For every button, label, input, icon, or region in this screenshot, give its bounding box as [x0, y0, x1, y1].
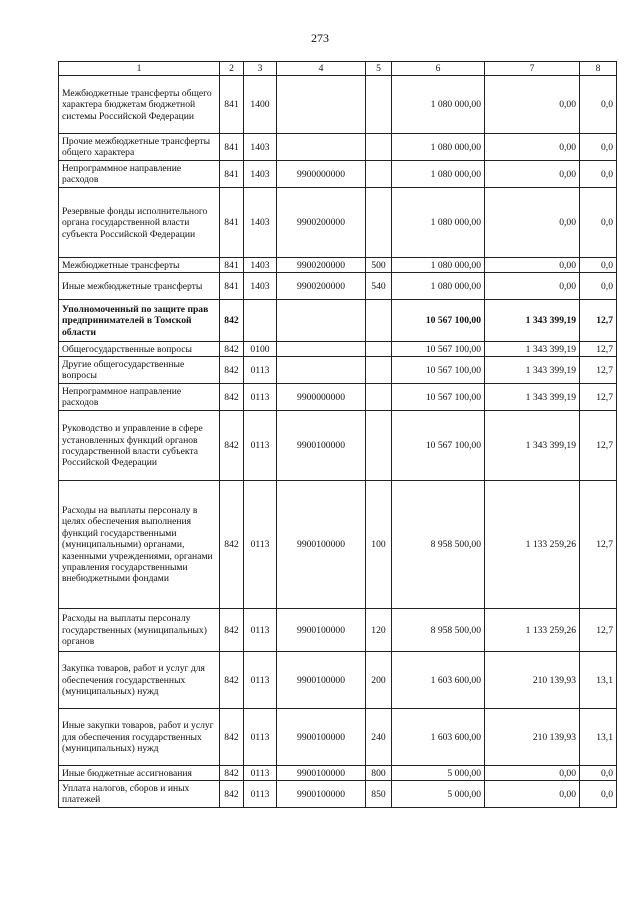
plan-amount-cell: 5 000,00: [392, 766, 485, 781]
row-name-cell: Межбюджетные трансферты: [59, 258, 220, 273]
executed-amount-cell: 0,00: [485, 134, 580, 161]
row-name-cell: Уполномоченный по защите прав предпринимателей в Томской области: [59, 300, 220, 342]
expense-type-cell: [366, 188, 392, 258]
target-article-cell: 9900000000: [277, 161, 366, 188]
admin-code-cell: 841: [220, 134, 244, 161]
plan-amount-cell: 1 080 000,00: [392, 188, 485, 258]
section-code-cell: 1403: [244, 161, 277, 188]
admin-code-cell: 842: [220, 609, 244, 652]
column-header: 5: [366, 62, 392, 76]
admin-code-cell: 842: [220, 300, 244, 342]
section-code-cell: 0100: [244, 342, 277, 357]
section-code-cell: 0113: [244, 609, 277, 652]
table-row: [59, 411, 617, 481]
row-name-cell: Закупка товаров, работ и услуг для обеспечения государственных (муниципальных) нужд: [59, 652, 220, 709]
row-name-cell: Иные бюджетные ассигнования: [59, 766, 220, 781]
target-article-cell: 9900100000: [277, 709, 366, 766]
expense-type-cell: [366, 411, 392, 481]
target-article-cell: [277, 342, 366, 357]
target-article-cell: 9900200000: [277, 258, 366, 273]
row-name-cell: Другие общегосударственные вопросы: [59, 357, 220, 384]
table-row: [59, 258, 617, 273]
table-row: [59, 357, 617, 384]
percent-cell: 12,7: [580, 342, 617, 357]
plan-amount-cell: 8 958 500,00: [392, 609, 485, 652]
plan-amount-cell: 5 000,00: [392, 781, 485, 808]
executed-amount-cell: 210 139,93: [485, 709, 580, 766]
expense-type-cell: [366, 384, 392, 411]
page-number: 273: [311, 31, 329, 45]
table-row: [59, 766, 617, 781]
row-name-cell: Иные межбюджетные трансферты: [59, 273, 220, 300]
expense-type-cell: [366, 76, 392, 134]
percent-cell: 12,7: [580, 357, 617, 384]
executed-amount-cell: 0,00: [485, 273, 580, 300]
percent-cell: 12,7: [580, 481, 617, 609]
table-row: [59, 188, 617, 258]
expense-type-cell: [366, 134, 392, 161]
target-article-cell: 9900100000: [277, 411, 366, 481]
admin-code-cell: 841: [220, 273, 244, 300]
percent-cell: 0,0: [580, 188, 617, 258]
percent-cell: 0,0: [580, 161, 617, 188]
header-row: [59, 62, 617, 76]
executed-amount-cell: 1 343 399,19: [485, 411, 580, 481]
plan-amount-cell: 1 603 600,00: [392, 709, 485, 766]
target-article-cell: 9900100000: [277, 781, 366, 808]
section-code-cell: 0113: [244, 357, 277, 384]
row-name-cell: Прочие межбюджетные трансферты общего характера: [59, 134, 220, 161]
executed-amount-cell: 0,00: [485, 258, 580, 273]
column-header: 1: [59, 62, 220, 76]
percent-cell: 12,7: [580, 411, 617, 481]
expense-type-cell: [366, 300, 392, 342]
admin-code-cell: 842: [220, 357, 244, 384]
table-row: [59, 609, 617, 652]
executed-amount-cell: 1 343 399,19: [485, 357, 580, 384]
target-article-cell: 9900100000: [277, 766, 366, 781]
expense-type-cell: 500: [366, 258, 392, 273]
section-code-cell: 0113: [244, 384, 277, 411]
table-row: [59, 342, 617, 357]
section-code-cell: 1403: [244, 273, 277, 300]
table-row: [59, 709, 617, 766]
executed-amount-cell: 210 139,93: [485, 652, 580, 709]
admin-code-cell: 842: [220, 411, 244, 481]
percent-cell: 0,0: [580, 134, 617, 161]
target-article-cell: 9900100000: [277, 609, 366, 652]
section-code-cell: 1403: [244, 134, 277, 161]
target-article-cell: [277, 357, 366, 384]
column-header: 7: [485, 62, 580, 76]
table-row: [59, 76, 617, 134]
executed-amount-cell: 1 343 399,19: [485, 300, 580, 342]
admin-code-cell: 842: [220, 384, 244, 411]
section-code-cell: 0113: [244, 781, 277, 808]
section-code-cell: 0113: [244, 411, 277, 481]
column-header: 4: [277, 62, 366, 76]
plan-amount-cell: 1 603 600,00: [392, 652, 485, 709]
row-name-cell: Непрограммное направление расходов: [59, 161, 220, 188]
percent-cell: 12,7: [580, 609, 617, 652]
row-name-cell: Расходы на выплаты персоналу в целях обеспечения выполнения функций государственными (муниципальными) органами, казенными учреждениями, органами управления государственными внебюджетными фондами: [59, 481, 220, 609]
column-header: 6: [392, 62, 485, 76]
table-row: [59, 781, 617, 808]
admin-code-cell: 841: [220, 76, 244, 134]
target-article-cell: 9900200000: [277, 273, 366, 300]
plan-amount-cell: 10 567 100,00: [392, 357, 485, 384]
row-name-cell: Уплата налогов, сборов и иных платежей: [59, 781, 220, 808]
admin-code-cell: 842: [220, 652, 244, 709]
admin-code-cell: 842: [220, 709, 244, 766]
section-code-cell: 0113: [244, 481, 277, 609]
executed-amount-cell: 1 133 259,26: [485, 609, 580, 652]
column-header: 3: [244, 62, 277, 76]
table-row: [59, 384, 617, 411]
expense-type-cell: 540: [366, 273, 392, 300]
section-code-cell: 0113: [244, 766, 277, 781]
executed-amount-cell: 0,00: [485, 76, 580, 134]
section-code-cell: [244, 300, 277, 342]
percent-cell: 0,0: [580, 76, 617, 134]
admin-code-cell: 841: [220, 258, 244, 273]
section-code-cell: 1403: [244, 188, 277, 258]
section-code-cell: 0113: [244, 709, 277, 766]
executed-amount-cell: 0,00: [485, 766, 580, 781]
row-name-cell: Иные закупки товаров, работ и услуг для обеспечения государственных (муниципальных) нужд: [59, 709, 220, 766]
percent-cell: 0,0: [580, 766, 617, 781]
row-name-cell: Непрограммное направление расходов: [59, 384, 220, 411]
row-name-cell: Расходы на выплаты персоналу государственных (муниципальных) органов: [59, 609, 220, 652]
section-code-cell: 0113: [244, 652, 277, 709]
table-row: [59, 161, 617, 188]
admin-code-cell: 842: [220, 781, 244, 808]
executed-amount-cell: 0,00: [485, 161, 580, 188]
percent-cell: 12,7: [580, 384, 617, 411]
row-name-cell: Резервные фонды исполнительного органа государственной власти субъекта Российской Федерации: [59, 188, 220, 258]
executed-amount-cell: 0,00: [485, 188, 580, 258]
plan-amount-cell: 1 080 000,00: [392, 273, 485, 300]
plan-amount-cell: 10 567 100,00: [392, 342, 485, 357]
expense-type-cell: 240: [366, 709, 392, 766]
admin-code-cell: 842: [220, 342, 244, 357]
percent-cell: 13,1: [580, 709, 617, 766]
percent-cell: 0,0: [580, 781, 617, 808]
admin-code-cell: 841: [220, 188, 244, 258]
percent-cell: 12,7: [580, 300, 617, 342]
expense-type-cell: [366, 342, 392, 357]
plan-amount-cell: 10 567 100,00: [392, 384, 485, 411]
expense-type-cell: [366, 161, 392, 188]
target-article-cell: 9900100000: [277, 481, 366, 609]
executed-amount-cell: 1 343 399,19: [485, 384, 580, 411]
plan-amount-cell: 1 080 000,00: [392, 258, 485, 273]
percent-cell: 13,1: [580, 652, 617, 709]
section-code-cell: 1400: [244, 76, 277, 134]
percent-cell: 0,0: [580, 273, 617, 300]
target-article-cell: 9900200000: [277, 188, 366, 258]
budget-table: [58, 61, 617, 808]
expense-type-cell: 100: [366, 481, 392, 609]
executed-amount-cell: 1 133 259,26: [485, 481, 580, 609]
expense-type-cell: 200: [366, 652, 392, 709]
table-row: [59, 652, 617, 709]
target-article-cell: 9900000000: [277, 384, 366, 411]
table-row: [59, 134, 617, 161]
target-article-cell: [277, 300, 366, 342]
table-row: [59, 300, 617, 342]
column-header: 8: [580, 62, 617, 76]
table-body: [59, 76, 617, 808]
percent-cell: 0,0: [580, 258, 617, 273]
section-code-cell: 1403: [244, 258, 277, 273]
expense-type-cell: 800: [366, 766, 392, 781]
plan-amount-cell: 1 080 000,00: [392, 134, 485, 161]
table-row: [59, 273, 617, 300]
expense-type-cell: 120: [366, 609, 392, 652]
target-article-cell: [277, 76, 366, 134]
row-name-cell: Межбюджетные трансферты общего характера бюджетам бюджетной системы Российской Федерации: [59, 76, 220, 134]
row-name-cell: Руководство и управление в сфере установленных функций органов государственной власти субъекта Российской Федерации: [59, 411, 220, 481]
target-article-cell: [277, 134, 366, 161]
plan-amount-cell: 8 958 500,00: [392, 481, 485, 609]
executed-amount-cell: 0,00: [485, 781, 580, 808]
plan-amount-cell: 1 080 000,00: [392, 76, 485, 134]
target-article-cell: 9900100000: [277, 652, 366, 709]
admin-code-cell: 842: [220, 481, 244, 609]
column-header: 2: [220, 62, 244, 76]
table-row: [59, 481, 617, 609]
expense-type-cell: [366, 357, 392, 384]
plan-amount-cell: 1 080 000,00: [392, 161, 485, 188]
expense-type-cell: 850: [366, 781, 392, 808]
plan-amount-cell: 10 567 100,00: [392, 411, 485, 481]
admin-code-cell: 842: [220, 766, 244, 781]
row-name-cell: Общегосударственные вопросы: [59, 342, 220, 357]
plan-amount-cell: 10 567 100,00: [392, 300, 485, 342]
executed-amount-cell: 1 343 399,19: [485, 342, 580, 357]
admin-code-cell: 841: [220, 161, 244, 188]
